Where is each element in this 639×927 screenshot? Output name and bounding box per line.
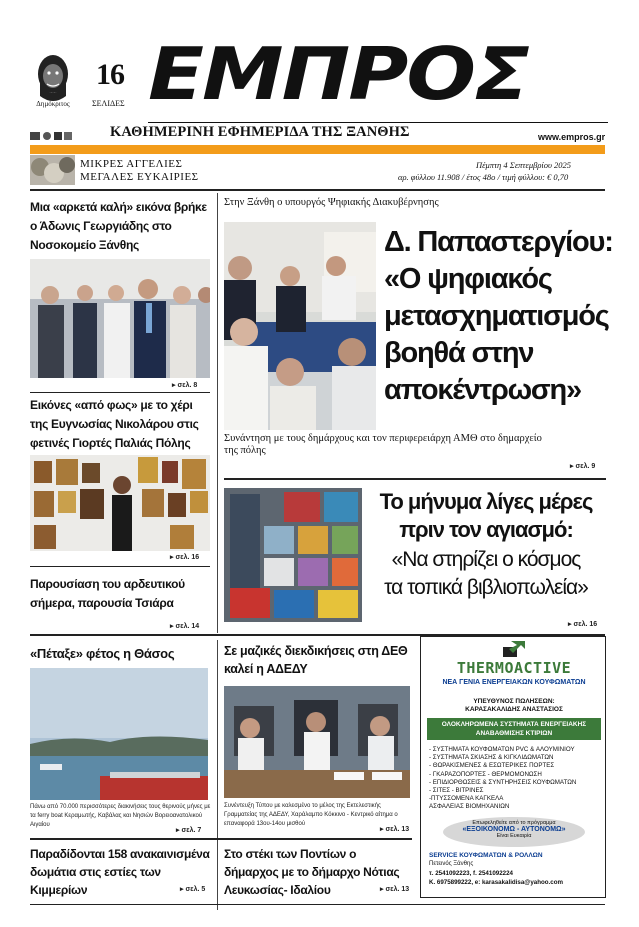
lead-headline[interactable] [384, 224, 613, 409]
pages-number: 16 [96, 58, 124, 91]
column-divider [217, 193, 218, 633]
thermoactive-ad[interactable] [420, 636, 606, 898]
books-quote [366, 546, 606, 602]
ad-rep-name: ΚΑΡΑΣΑΚΑΛΙΔΗΣ ΑΝΑΣΤΑΣΙΟΣ [465, 706, 563, 713]
lead-headline-line5: αποκέντρωση» [384, 374, 581, 406]
adedy-page-ref[interactable]: ▸ σελ. 13 [380, 825, 409, 833]
story1-headline[interactable]: Μια «αρκετά καλή» εικόνα βρήκε ο Άδωνις Γεωργιάδης στο Νοσοκομείο Ξάνθης [30, 200, 207, 252]
books-quote-line1: «Να στηρίζει ο κόσμος [391, 548, 581, 571]
ad-rep-label: ΥΠΕΥΘΥΝΟΣ ΠΩΛΗΣΕΩΝ: [473, 698, 555, 705]
ad-program-name: «ΕΞΟΙΚΟΝΟΜΩ - ΑΥΤΟΝΟΜΩ» [462, 826, 566, 833]
issue-info: αρ. φύλλου 11.908 / έτος 48ο / τιμή φύλλου: € 0,70 [398, 172, 569, 182]
lead-headline-line3: μετασχηματισμός [384, 300, 609, 332]
books-headline-line1: Το μήνυμα λίγες μέρες [379, 489, 593, 514]
story1-page-ref[interactable]: ▸ σελ. 8 [172, 381, 197, 389]
bottom-mid-headline[interactable]: Στο στέκι των Ποντίων ο δήμαρχος με το δήμαρχο Νότιας Λευκωσίας- Ιδαλίου [224, 847, 400, 897]
ad-banner: ΟΛΟΚΛΗΡΩΜΕΝΑ ΣΥΣΤΗΜΑΤΑ ΕΝΕΡΓΕΙΑΚΗΣ ΑΝΑΒΑΘΜΙΣΗΣ ΚΤΙΡΙΩΝ [427, 718, 601, 740]
lead-page-ref[interactable]: ▸ σελ. 9 [570, 462, 595, 470]
adedy-headline[interactable]: Σε μαζικές διεκδικήσεις στη ΔΕΘ καλεί η ΑΔΕΔΥ [224, 644, 408, 676]
ad-address: Πετεινός Ξάνθης [429, 861, 474, 867]
left-rule-2 [30, 566, 210, 567]
democritus-head-icon [30, 52, 76, 102]
left-rule-1 [30, 392, 210, 393]
lead-kicker: Στην Ξάνθη ο υπουργός Ψηφιακής Διακυβέρνησης [224, 197, 439, 208]
top-rule [30, 189, 605, 191]
thasos-caption: Πάνω από 70.000 περισσότερες διακινήσεις τους θερινούς μήνες με τα ferry boat Κεραμωτής, Καβάλας και Νησιών Βορειοανατολικού Αιγαίου [30, 804, 211, 828]
ad-tagline: ΝΕΑ ΓΕΝΙΑ ΕΝΕΡΓΕΙΑΚΩΝ ΚΟΥΦΩΜΑΤΩΝ [442, 679, 586, 686]
bottom-mid-page-ref[interactable]: ▸ σελ. 13 [380, 885, 409, 893]
thasos-headline[interactable]: «Πέταξε» φέτος η Θάσος [30, 646, 175, 661]
newspaper-title: ΕΜΠΡΟΣ [148, 32, 529, 117]
bottom-divider-1 [217, 640, 218, 910]
classifieds-line1: ΜΙΚΡΕΣ ΑΓΓΕΛΙΕΣ [80, 158, 183, 170]
lead-caption: Συνάντηση με τους δημάρχους και τον περιφερειάρχη ΑΜΘ στο δημαρχείο της πόλης [224, 433, 542, 456]
ad-service: SERVICE ΚΟΥΦΩΜΑΤΩΝ & ΡΟΛΛΩΝ [429, 852, 543, 859]
lead-photo [224, 222, 376, 430]
books-quote-line2: τα τοπικά βιβλιοπωλεία» [384, 576, 588, 599]
books-headline[interactable] [366, 488, 606, 544]
lead-headline-line2: «Ο ψηφιακός [384, 263, 552, 295]
ad-service-item: - ΓΚΑΡΑΖΟΠΟΡΤΕΣ - ΘΕΡΜΟΜΟΝΩΣΗ [429, 770, 542, 778]
ad-mobile: Κ. 6975899222, e: karasakalidisa@yahoo.com [429, 879, 563, 886]
bottom-left-headline[interactable]: Παραδίδονται 158 ανακαινισμένα δωμάτια στις εστίες των Κιμμερίων [30, 847, 210, 897]
ad-phones: τ. 2541092223, f. 2541092224 [429, 870, 513, 877]
ad-program-badge [443, 817, 585, 847]
adedy-photo [224, 686, 410, 798]
orange-rule [30, 145, 605, 154]
lead-rule [224, 478, 606, 480]
story3-headline[interactable]: Παρουσίαση του αρδευτικού σήμερα, παρουσία Τσιάρα [30, 577, 185, 610]
ad-services-list [429, 746, 605, 812]
democritus-logo [30, 52, 76, 108]
page-bottom-rule [30, 904, 605, 905]
story2-photo [30, 455, 210, 551]
lead-headline-line1: Δ. Παπαστεργίου: [384, 226, 613, 258]
story2-headline[interactable]: Εικόνες «από φως» με το χέρι της Ευγνωσίας Νικολάρου στις φετινές Γιορτές Παλιάς Πόλης [30, 398, 199, 450]
website-link[interactable]: www.empros.gr [538, 132, 606, 142]
thasos-photo [30, 668, 208, 800]
ad-brand: THERMOACTIVE [456, 659, 572, 677]
story3-page-ref[interactable]: ▸ σελ. 14 [170, 622, 199, 630]
ad-program-note: Είναι Ευκαιρία [496, 833, 532, 839]
pages-label: ΣΕΛΙΔΕΣ [92, 99, 125, 108]
ad-service-item: -ΠΤΥΣΣΟΜΕΝΑ ΚΑΓΚΕΛΑ ΑΣΦΑΛΕΙΑΣ ΒΙΟΜΗΧΑΝΙΩΝ [429, 795, 510, 811]
title-underline [148, 122, 608, 123]
social-icons [30, 128, 72, 138]
story2-page-ref[interactable]: ▸ σελ. 16 [170, 553, 199, 561]
story1-photo [30, 259, 210, 378]
bottom-rule-left [30, 838, 412, 840]
ad-service-item: - ΣΥΣΤΗΜΑΤΑ ΣΚΙΑΣΗΣ & ΚΙΓΚΛΙΔΩΜΑΤΩΝ [429, 754, 554, 762]
ad-logo-icon [503, 641, 525, 659]
ad-service-item: - ΣΙΤΕΣ - ΒΙΤΡΙΝΕΣ [429, 787, 484, 795]
classifieds-line2: ΜΕΓΑΛΕΣ ΕΥΚΑΙΡΙΕΣ [80, 171, 199, 183]
ad-program-label: Επωφεληθείτε από το πρόγραμμα [472, 820, 556, 826]
ad-service-item: - ΕΠΙΔΙΟΡΘΩΣΕΙΣ & ΣΥΝΤΗΡΗΣΕΙΣ ΚΟΥΦΩΜΑΤΩΝ [429, 778, 577, 786]
lead-headline-line4: βοηθά στην [384, 337, 534, 369]
masthead [0, 0, 639, 190]
logo-caption: Δημόκριτος [36, 100, 70, 108]
bottom-left-page-ref[interactable]: ▸ σελ. 5 [180, 885, 205, 893]
thasos-page-ref[interactable]: ▸ σελ. 7 [176, 826, 201, 834]
issue-date: Πέμπτη 4 Σεπτεμβρίου 2025 [476, 160, 572, 170]
newspaper-subtitle: ΚΑΘΗΜΕΡΙΝΗ ΕΦΗΜΕΡΙΔΑ ΤΗΣ ΞΑΝΘΗΣ [110, 124, 410, 140]
coins-image [30, 155, 75, 185]
adedy-caption: Συνέντευξη Τύπου με καλεσμένο το μέλος της Εκτελεστικής Γραμματείας της ΑΔΕΔΥ, Χαράλαμπο Κόκκινο - Κεντρικό αίτημα ο επαναφορά 13ου-14ου μισθού [224, 803, 398, 827]
ad-service-item: - ΘΩΡΑΚΙΣΜΕΝΕΣ & ΕΣΩΤΕΡΙΚΕΣ ΠΟΡΤΕΣ [429, 762, 555, 770]
books-page-ref[interactable]: ▸ σελ. 16 [568, 620, 597, 628]
ad-service-item: - ΣΥΣΤΗΜΑΤΑ ΚΟΥΦΩΜΑΤΩΝ PVC & ΑΛΟΥΜΙΝΙΟΥ [429, 746, 575, 753]
books-photo [224, 488, 362, 622]
books-headline-line2: πριν τον αγιασμό: [399, 517, 573, 542]
